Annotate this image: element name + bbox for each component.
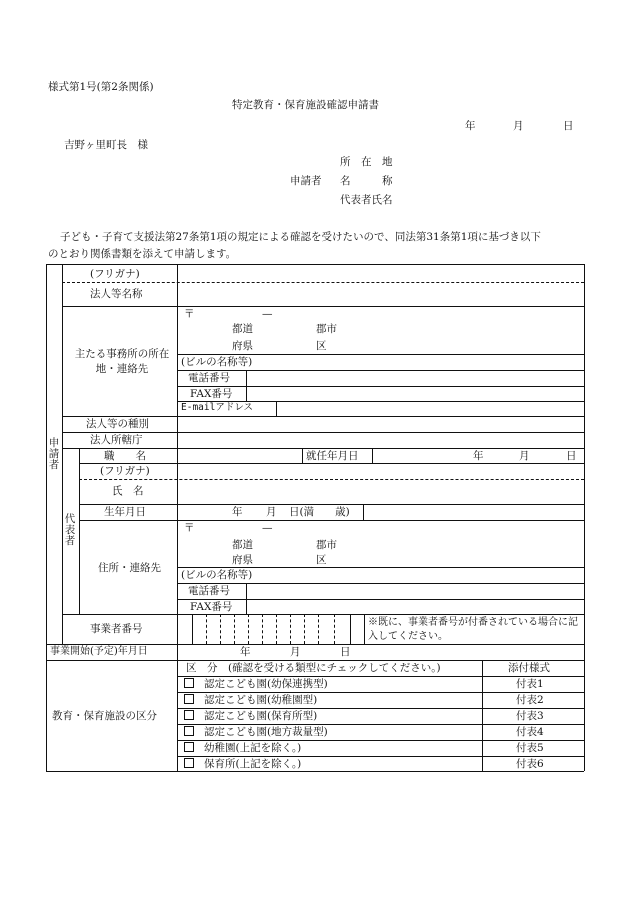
row-divider <box>62 432 584 433</box>
digit-divider <box>350 614 351 644</box>
row-divider <box>46 644 584 645</box>
position-label: 職 名 <box>104 450 146 462</box>
business-number-note: ※既に、事業者番号が付番されている場合に記入してください。 <box>368 617 578 642</box>
row-divider <box>177 386 584 387</box>
attachment-header: 添付様式 <box>508 662 550 674</box>
digit-divider <box>262 614 263 644</box>
corp-authority-label: 法人所轄庁 <box>90 434 143 446</box>
cell-divider <box>276 401 277 416</box>
date-month: 月 <box>513 120 524 132</box>
row-divider <box>177 740 584 741</box>
cell-divider <box>246 370 247 386</box>
rep-column-divider <box>79 448 80 614</box>
label-column-divider <box>177 264 178 771</box>
digit-divider <box>334 614 335 644</box>
digit-divider <box>290 614 291 644</box>
city-label: 郡市 <box>316 323 337 335</box>
email-label: E-mailアドレス <box>181 402 254 413</box>
rep-postal-dash: — <box>262 522 273 534</box>
row-divider <box>177 724 584 725</box>
cell-divider <box>372 448 373 463</box>
representative-side-label: 代表者 <box>64 513 76 548</box>
checkbox-icon[interactable] <box>184 726 194 736</box>
appointed-month: 月 <box>519 450 530 462</box>
digit-divider <box>234 614 235 644</box>
applicant-name-label: 名 称 <box>340 175 393 187</box>
start-month: 月 <box>290 646 301 658</box>
facility-option-label: 認定こども園(保育所型) <box>204 710 318 722</box>
prefecture-label-2: 府県 <box>232 340 253 352</box>
rep-building-label: (ビルの名称等) <box>181 569 253 581</box>
facility-option-1[interactable] <box>184 678 328 690</box>
checkbox-icon[interactable] <box>184 710 194 720</box>
row-divider <box>177 599 584 600</box>
facility-option-5[interactable] <box>184 742 301 754</box>
facility-option-label: 認定こども園(幼稚園型) <box>204 694 318 706</box>
row-divider <box>79 504 584 505</box>
checkbox-icon[interactable] <box>184 694 194 704</box>
row-divider <box>62 306 584 307</box>
checkbox-icon[interactable] <box>184 678 194 688</box>
attachment-label: 付表2 <box>516 694 544 706</box>
start-date-label: 事業開始(予定)年月日 <box>50 646 148 657</box>
furigana-divider <box>62 282 584 283</box>
checkbox-icon[interactable] <box>184 742 194 752</box>
rep-ward: 区 <box>316 554 327 566</box>
date-day: 日 <box>563 120 574 132</box>
postal-mark: 〒 <box>184 308 195 320</box>
birth-month: 月 <box>266 506 277 518</box>
building-label: (ビルの名称等) <box>181 356 253 368</box>
birth-age: 日(満 歳) <box>289 506 350 518</box>
facility-option-3[interactable] <box>184 710 317 722</box>
appointed-day: 日 <box>566 450 577 462</box>
table-bottom-border <box>46 771 584 772</box>
row-divider <box>62 614 584 615</box>
digit-divider <box>318 614 319 644</box>
attachment-label: 付表5 <box>516 742 544 754</box>
office-location-label: 主たる事務所の所在地・連絡先 <box>74 348 170 376</box>
row-divider <box>177 370 584 371</box>
row-divider <box>79 463 584 464</box>
row-divider <box>177 567 584 568</box>
addressee: 吉野ヶ里町長 様 <box>64 139 148 151</box>
facility-option-label: 認定こども園(幼保連携型) <box>204 678 328 690</box>
table-left-border <box>46 264 47 771</box>
row-divider <box>177 692 584 693</box>
digit-divider <box>304 614 305 644</box>
row-divider <box>46 660 584 661</box>
facility-class-label: 教育・保育施設の区分 <box>52 710 157 722</box>
corp-type-label: 法人等の種別 <box>86 418 149 430</box>
birth-year: 年 <box>232 506 243 518</box>
rep-furigana-label: (フリガナ) <box>100 465 150 477</box>
row-divider <box>62 416 584 417</box>
facility-option-label: 保育所(上記を除く。) <box>204 758 302 770</box>
prefecture-label-1: 都道 <box>232 323 253 335</box>
furigana-label: (フリガナ) <box>90 268 140 280</box>
rep-city: 郡市 <box>316 539 337 551</box>
form-number: 様式第1号(第2条関係) <box>48 81 154 93</box>
cell-divider <box>302 448 303 463</box>
intro-line-1: 子ども・子育て支援法第27条第1項の規定による確認を受けたいので、同法第31条第1項に基づき以下 <box>60 231 541 243</box>
appointed-year: 年 <box>473 450 484 462</box>
attachment-label: 付表1 <box>516 678 544 690</box>
row-divider <box>62 448 584 449</box>
row-divider <box>177 354 584 355</box>
checkbox-icon[interactable] <box>184 758 194 768</box>
facility-option-6[interactable] <box>184 758 301 770</box>
furigana-divider <box>79 479 584 480</box>
form-title: 特定教育・保育施設確認申請書 <box>232 99 379 111</box>
attachment-label: 付表3 <box>516 710 544 722</box>
cell-divider <box>364 614 365 644</box>
classification-header: 区 分 (確認を受ける類型にチェックしてください。) <box>186 662 441 674</box>
business-number-label: 事業者番号 <box>90 623 143 635</box>
rep-fax-label: FAX番号 <box>190 601 233 613</box>
digit-divider <box>276 614 277 644</box>
cell-divider <box>246 583 247 599</box>
rep-name-label: 氏 名 <box>112 485 144 497</box>
postal-dash: — <box>262 308 273 320</box>
cell-divider <box>246 386 247 401</box>
corp-name-label: 法人等名称 <box>90 288 143 300</box>
fax-label: FAX番号 <box>190 388 233 400</box>
digit-divider <box>192 614 193 644</box>
start-year: 年 <box>240 646 251 658</box>
applicant-location-label: 所 在 地 <box>340 156 393 168</box>
attachment-label: 付表6 <box>516 758 544 770</box>
ward-label: 区 <box>316 340 327 352</box>
start-day: 日 <box>340 646 351 658</box>
cell-divider <box>363 504 364 520</box>
rep-tel-label: 電話番号 <box>188 585 230 597</box>
row-divider <box>177 756 584 757</box>
applicant-label: 申請者 <box>290 175 322 187</box>
facility-option-2[interactable] <box>184 694 317 706</box>
row-divider <box>79 520 584 521</box>
table-top-border <box>46 264 584 265</box>
birth-date-label: 生年月日 <box>104 506 146 518</box>
cell-divider <box>246 599 247 614</box>
rep-prefecture-2: 府県 <box>232 554 253 566</box>
facility-option-label: 認定こども園(地方裁量型) <box>204 726 328 738</box>
tel-label: 電話番号 <box>188 372 230 384</box>
rep-prefecture-1: 都道 <box>232 539 253 551</box>
appointed-date-label: 就任年月日 <box>306 450 359 462</box>
table-right-border <box>584 264 585 771</box>
rep-postal-mark: 〒 <box>184 522 195 534</box>
row-divider <box>177 583 584 584</box>
applicant-side-label: 申請者 <box>48 437 60 472</box>
row-divider <box>177 708 584 709</box>
digit-divider <box>248 614 249 644</box>
facility-option-4[interactable] <box>184 726 328 738</box>
digit-divider <box>206 614 207 644</box>
representative-name-label: 代表者氏名 <box>340 194 393 206</box>
facility-option-label: 幼稚園(上記を除く。) <box>204 742 302 754</box>
row-divider <box>177 676 584 677</box>
side-column-divider <box>62 264 63 644</box>
digit-divider <box>220 614 221 644</box>
attachment-label: 付表4 <box>516 726 544 738</box>
intro-line-2: のとおり関係書類を添えて申請します。 <box>48 248 237 260</box>
rep-address-label: 住所・連絡先 <box>98 562 161 574</box>
date-year: 年 <box>465 120 476 132</box>
